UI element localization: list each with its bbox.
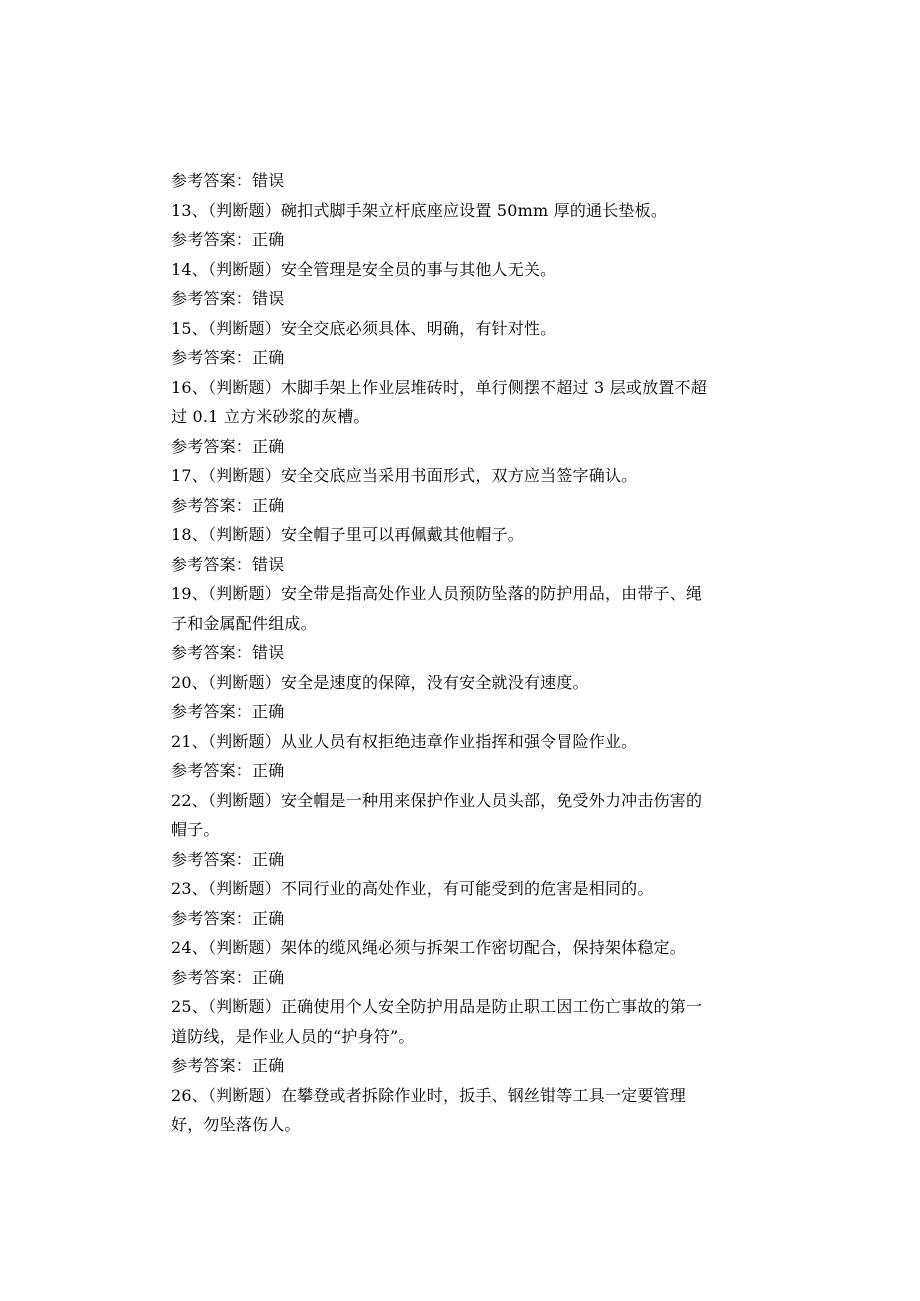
question-26-continued: 好，勿坠落伤人。 [171, 1115, 301, 1134]
answer-line: 参考答案：正确 [171, 702, 285, 721]
question-21: 21、（判断题）从业人员有权拒绝违章作业指挥和强令冒险作业。 [171, 731, 638, 751]
answer-line: 参考答案：正确 [171, 761, 285, 780]
question-23: 23、（判断题）不同行业的高处作业，有可能受到的危害是相同的。 [171, 879, 654, 898]
question-14: 14、（判断题）安全管理是安全员的事与其他人无关。 [171, 259, 557, 279]
question-18: 18、（判断题）安全帽子里可以再佩戴其他帽子。 [171, 525, 524, 544]
answer-line: 参考答案：正确 [171, 849, 285, 869]
question-22-continued: 帽子。 [171, 820, 220, 839]
answer-line: 参考答案：正确 [171, 436, 285, 456]
question-22: 22、（判断题）安全帽是一种用来保护作业人员头部，免受外力冲击伤害的 [171, 790, 703, 810]
question-17: 17、（判断题）安全交底应当采用书面形式，双方应当签字确认。 [171, 466, 638, 485]
question-16-continued: 过 0.1 立方米砂浆的灰槽。 [171, 407, 370, 426]
question-16: 16、（判断题）木脚手架上作业层堆砖时，单行侧摆不超过 3 层或放置不超 [171, 377, 707, 397]
question-24: 24、（判断题）架体的缆风绳必须与拆架工作密切配合，保持架体稳定。 [171, 938, 686, 957]
question-25-continued: 道防线，是作业人员的“护身符”。 [171, 1026, 415, 1046]
answer-line: 参考答案：错误 [171, 554, 285, 574]
question-26: 26、（判断题）在攀登或者拆除作业时，扳手、钢丝钳等工具一定要管理 [171, 1085, 686, 1105]
answer-line: 参考答案：正确 [171, 230, 285, 249]
answer-line: 参考答案：正确 [171, 1056, 285, 1075]
document-page [171, 166, 751, 1140]
answer-line: 参考答案：正确 [171, 967, 285, 987]
answer-line: 参考答案：错误 [171, 171, 285, 190]
question-13: 13、（判断题）碗扣式脚手架立杆底座应设置 50mm 厚的通长垫板。 [171, 200, 668, 220]
answer-line: 参考答案：错误 [171, 643, 285, 662]
question-25: 25、（判断题）正确使用个人安全防护用品是防止职工因工伤亡事故的第一 [171, 997, 703, 1016]
question-15: 15、（判断题）安全交底必须具体、明确，有针对性。 [171, 318, 557, 338]
answer-line: 参考答案：正确 [171, 908, 285, 928]
answer-line: 参考答案：正确 [171, 495, 285, 515]
question-20: 20、（判断题）安全是速度的保障，没有安全就没有速度。 [171, 672, 589, 692]
answer-line: 参考答案：正确 [171, 348, 285, 367]
question-19-continued: 子和金属配件组成。 [171, 613, 317, 633]
answer-line: 参考答案：错误 [171, 289, 285, 308]
question-19: 19、（判断题）安全带是指高处作业人员预防坠落的防护用品，由带子、绳 [171, 584, 703, 603]
